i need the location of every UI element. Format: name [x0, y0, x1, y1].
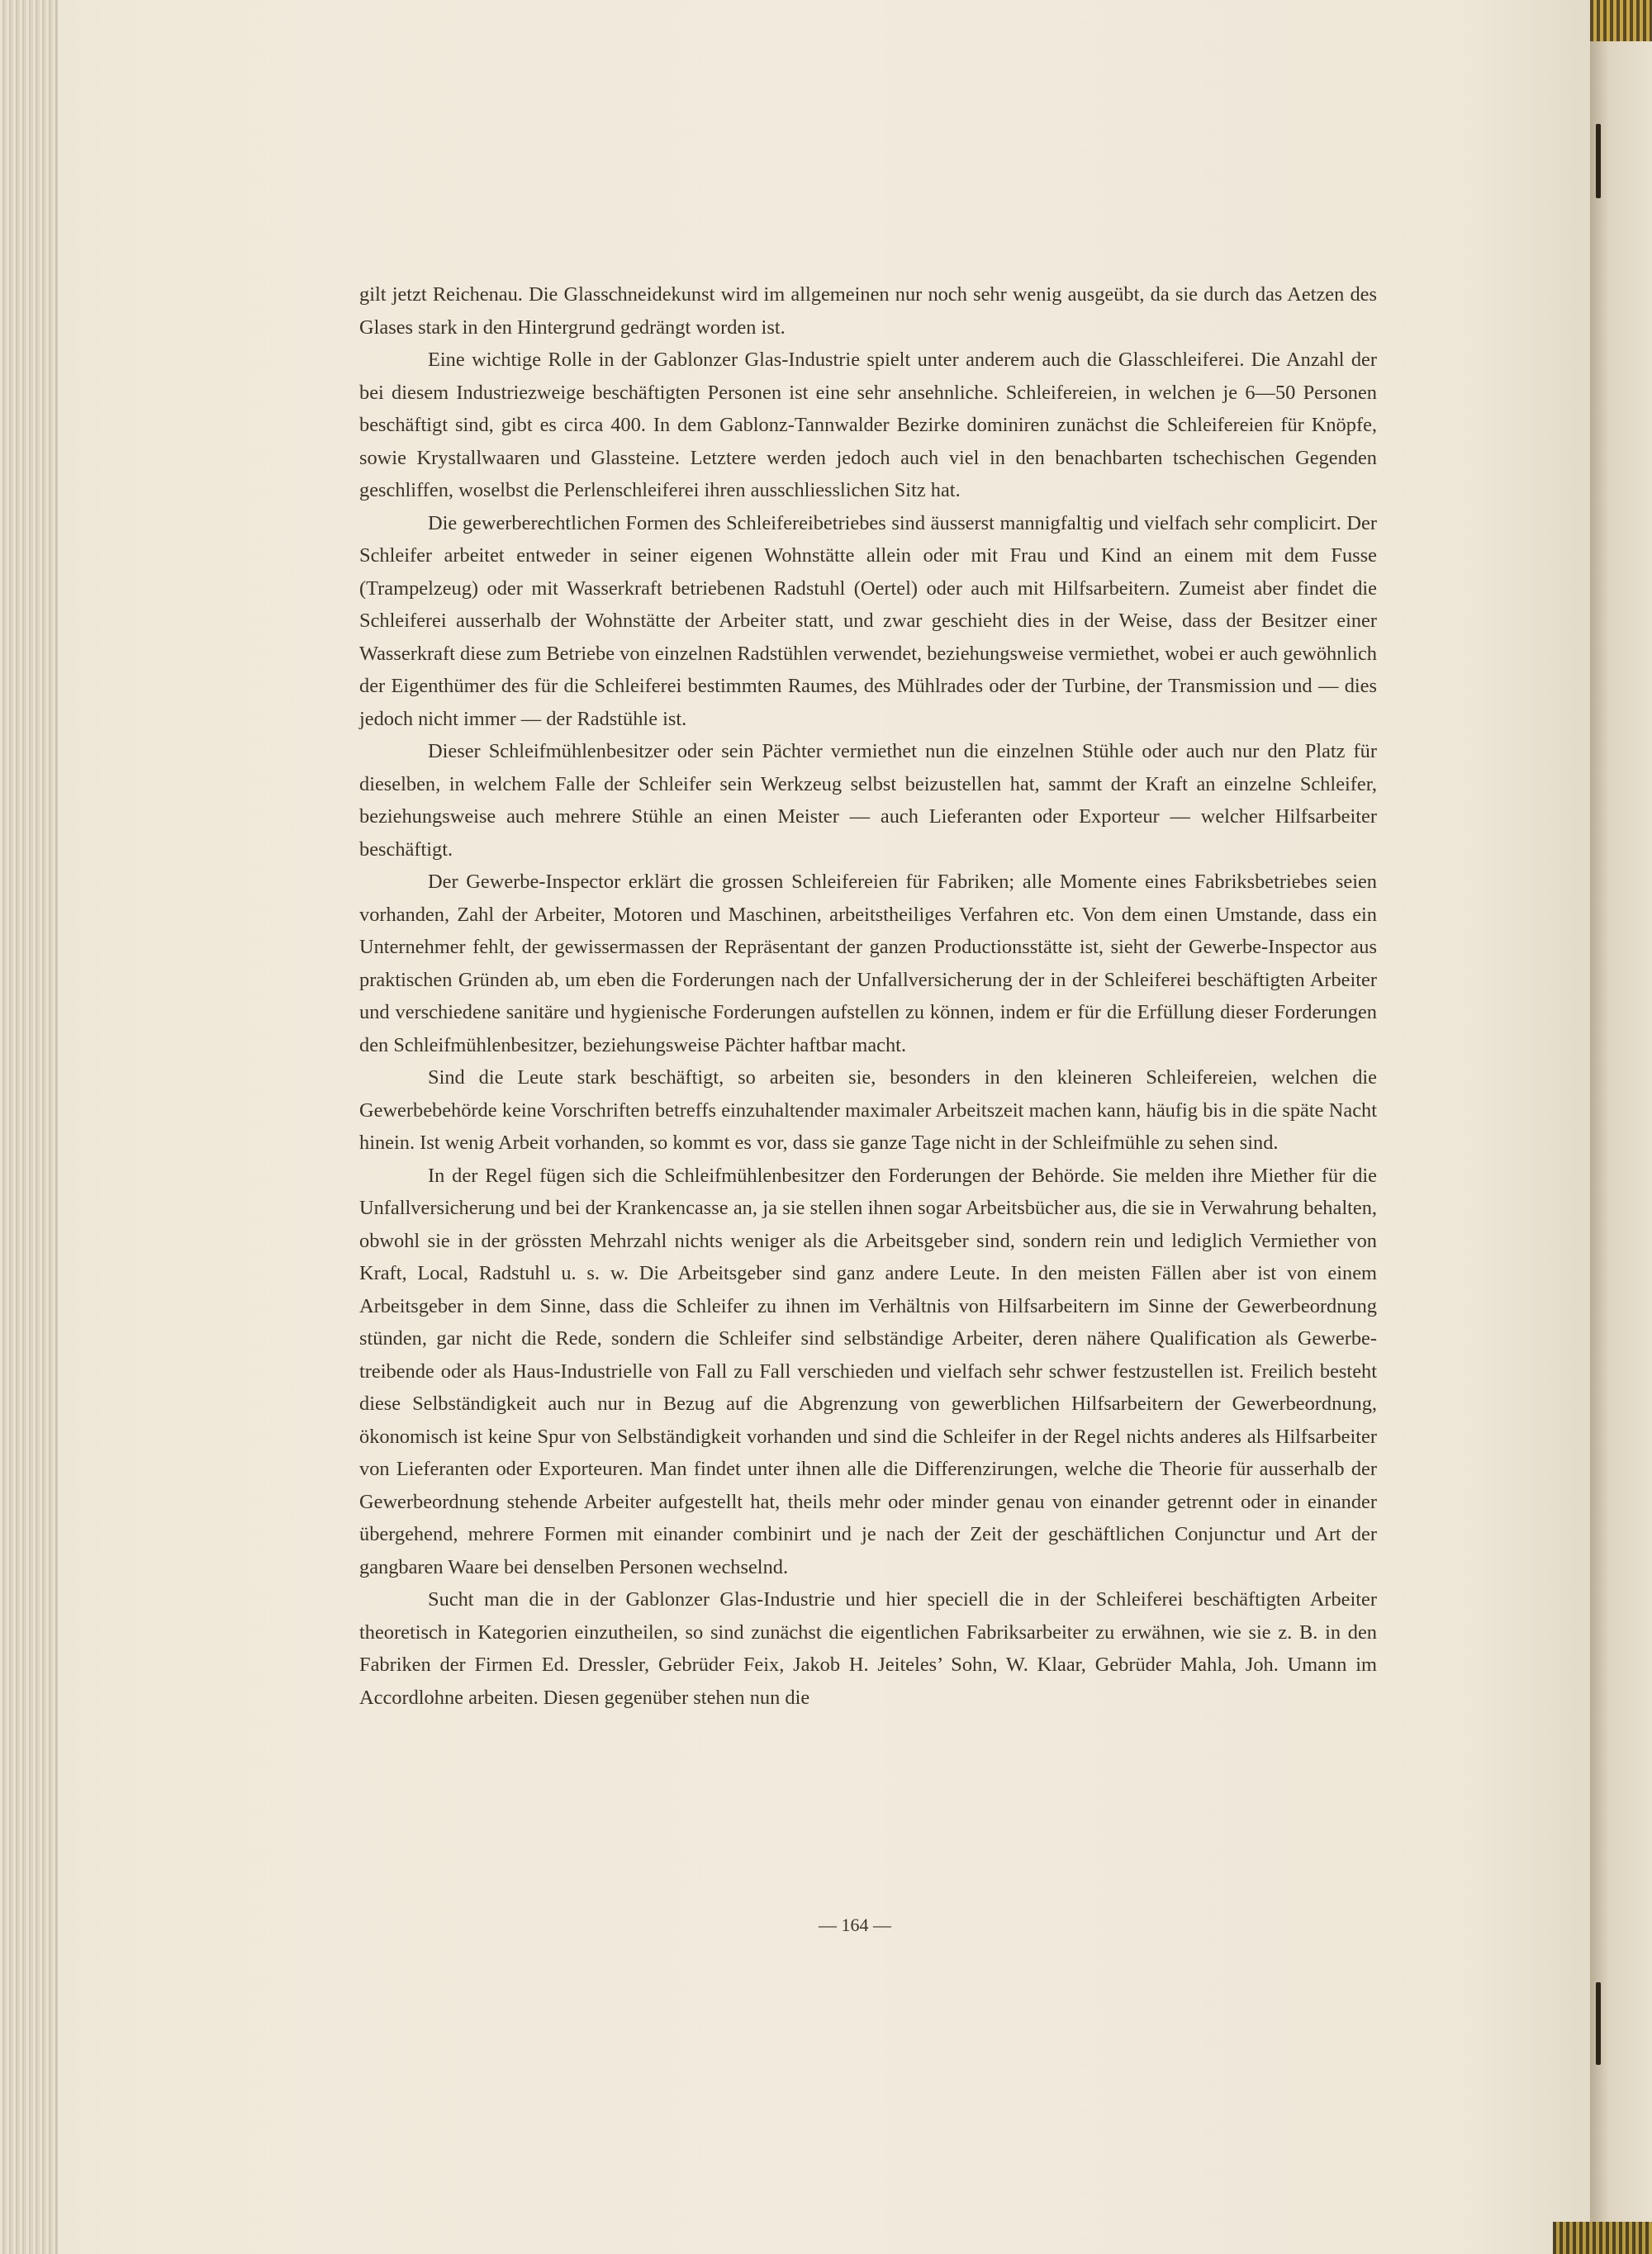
scan-edge-mark: [1596, 1982, 1601, 2065]
paragraph: Eine wichtige Rolle in der Gablonzer Glas-Industrie spielt unter anderem auch die Glasschleiferei. Die Anzahl der bei diesem Industriezweige beschäftigten Personen ist eine sehr ansehnliche. Schleifereien, in welchen je 6—50 Personen beschäftigt sind, gibt es circa 400. In dem Gablonz-Tannwalder Bezirke dominiren zunächst die Schleifereien für Knöpfe, sowie Krystallwaaren und Glassteine. Letztere werden jedoch auch viel in den benachbarten tschechischen Gegenden geschliffen, woselbst die Perlenschleiferei ihren ausschliesslichen Sitz hat.: [359, 349, 1377, 501]
paragraph: gilt jetzt Reichenau. Die Glasschneidekunst wird im allgemeinen nur noch sehr wenig ausgeübt, da sie durch das Aetzen des Glases stark in den Hintergrund gedrängt worden ist.: [359, 283, 1377, 339]
page-stack-edge: [0, 0, 64, 2254]
paragraph: Der Gewerbe-Inspector erklärt die grossen Schleifereien für Fabriken; alle Momente eines Fabriksbetriebes seien vorhanden, Zahl der Arbeiter, Motoren und Maschinen, arbeitstheiliges Verfahren etc. Von dem einen Umstande, dass ein Unternehmer fehlt, der gewissermassen der Repräsentant der ganzen Productionsstätte ist, sieht der Gewerbe-Inspector aus praktischen Gründen ab, um eben die Forderungen nach der Unfallversicherung der in der Schleiferei beschäftigten Arbeiter und verschiedene sanitäre und hygienische Forderungen aufstellen zu können, indem er für die Erfüllung dieser Forderungen den Schleifmühlenbesitzer, beziehungsweise Pächter haftbar macht.: [359, 871, 1377, 1056]
binding-gutter: [1590, 0, 1652, 2254]
page-number: — 164 —: [819, 1915, 891, 1935]
color-calibration-strip-bottom: [1553, 2222, 1652, 2254]
paragraph: Sucht man die in der Gablonzer Glas-Industrie und hier speciell die in der Schleiferei beschäftigten Arbeiter theoretisch in Kategorien einzutheilen, so sind zunächst die eigentlichen Fabriksarbeiter zu erwähnen, wie sie z. B. in den Fabriken der Firmen Ed. Dressler, Gebrüder Feix, Jakob H. Jeiteles’ Sohn, W. Klaar, Gebrüder Mahla, Joh. Umann im Accordlohne arbeiten. Diesen gegenüber stehen nun die: [359, 1588, 1377, 1709]
paragraph: In der Regel fügen sich die Schleifmühlenbesitzer den Forderungen der Behörde. Sie melden ihre Miether für die Unfallversicherung und bei der Krankencasse an, ja sie stellen ihnen sogar Arbeitsbücher aus, die sie in Verwahrung behalten, obwohl sie in der grössten Mehrzahl nichts weniger als die Arbeitsgeber sind, sondern rein und lediglich Vermiether von Kraft, Local, Radstuhl u. s. w. Die Arbeitsgeber sind ganz andere Leute. In den meisten Fällen aber ist von einem Arbeitsgeber in dem Sinne, dass die Schleifer zu ihnen im Verhältnis von Hilfsarbeitern im Sinne der Gewerbeordnung stünden, gar nicht die Rede, sondern die Schleifer sind selbständige Arbeiter, deren nähere Qualification als Gewerbetreibende oder als Haus-Industrielle von Fall zu Fall verschieden und vielfach sehr schwer festzustellen ist. Freilich besteht diese Selbständigkeit auch nur in Bezug auf die Abgrenzung von gewerblichen Hilfsarbeitern der Gewerbeordnung, ökonomisch ist keine Spur von Selbständigkeit vorhanden und sind die Schleifer in der Regel nichts anderes als Hilfsarbeiter von Lieferanten oder Exporteuren. Man findet unter ihnen alle die Differenzirungen, welche die Theorie für ausserhalb der Gewerbeordnung stehende Arbeiter aufgestellt hat, theils mehr oder minder genau von einander getrennt oder in einander übergehend, mehrere Formen mit einander combinirt und je nach der Zeit der geschäftlichen Conjunctur und Art der gangbaren Waare bei denselben Personen wechselnd.: [359, 1164, 1377, 1578]
body-text: [359, 278, 1377, 1714]
color-calibration-strip-top: [1590, 0, 1652, 41]
paragraph: Die gewerberechtlichen Formen des Schleifereibetriebes sind äusserst mannigfaltig und vielfach sehr complicirt. Der Schleifer arbeitet entweder in seiner eigenen Wohnstätte allein oder mit Frau und Kind an einem mit dem Fusse (Trampelzeug) oder mit Wasserkraft betriebenen Radstuhl (Oertel) oder auch mit Hilfsarbeitern. Zumeist aber findet die Schleiferei ausserhalb der Wohnstätte der Arbeiter statt, und zwar geschieht dies in der Weise, dass der Besitzer einer Wasserkraft diese zum Betriebe von einzelnen Radstühlen verwendet, beziehungsweise vermiethet, wobei er auch gewöhnlich der Eigenthümer des für die Schleiferei bestimmten Raumes, des Mühlrades oder der Turbine, der Transmission und — dies jedoch nicht immer — der Radstühle ist.: [359, 511, 1377, 730]
scan-edge-mark: [1596, 124, 1601, 198]
paragraph: Sind die Leute stark beschäftigt, so arbeiten sie, besonders in den kleineren Schleifereien, welchen die Gewerbebehörde keine Vorschriften betreffs einzuhaltender maximaler Arbeitszeit machen kann, häufig bis in die späte Nacht hinein. Ist wenig Arbeit vorhanden, so kommt es vor, dass sie ganze Tage nicht in der Schleifmühle zu sehen sind.: [359, 1066, 1377, 1154]
paragraph: Dieser Schleifmühlenbesitzer oder sein Pächter vermiethet nun die einzelnen Stühle oder auch nur den Platz für dieselben, in welchem Falle der Schleifer sein Werkzeug selbst beizustellen hat, sammt der Kraft an einzelne Schleifer, beziehungsweise auch mehrere Stühle an einen Meister — auch Lieferanten oder Exporteur — welcher Hilfsarbeiter beschäftigt.: [359, 740, 1377, 861]
